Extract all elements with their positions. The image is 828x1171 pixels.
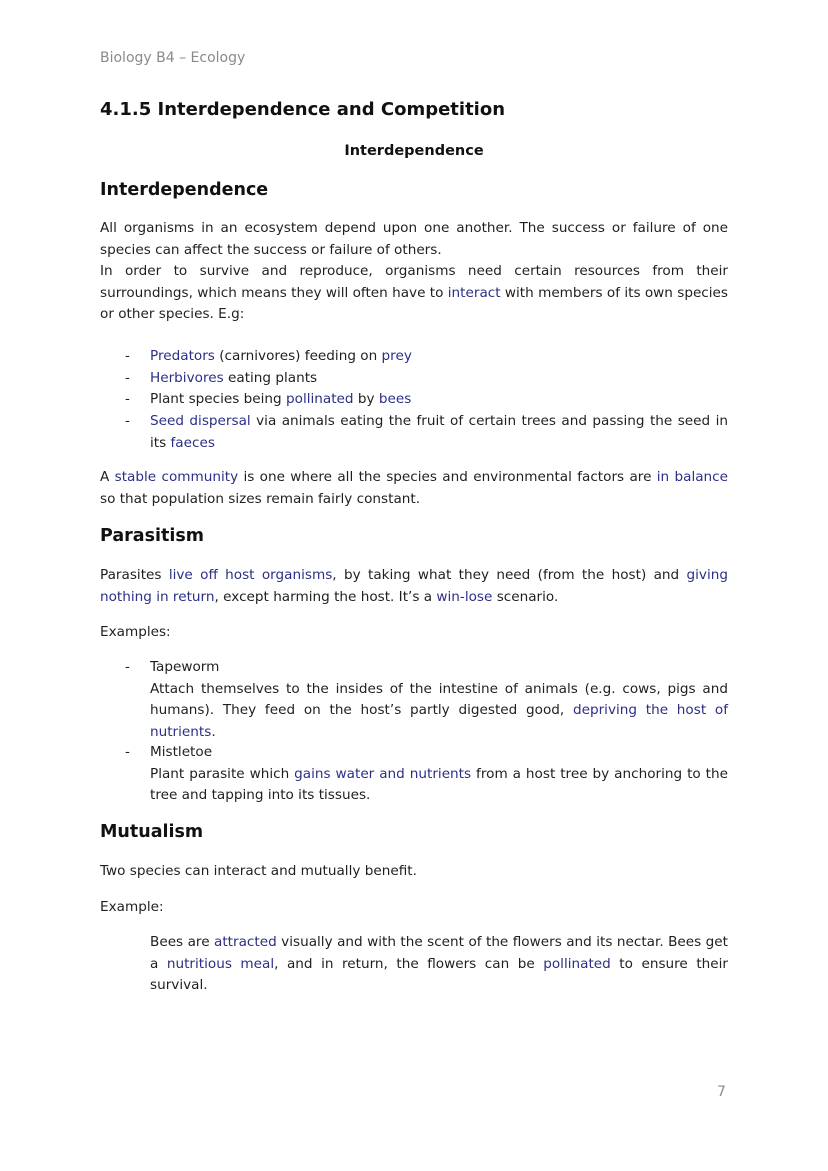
paragraph-bees-example: Bees are attracted visually and with the scent of the flowers and its nectar. Bees get a nutritious meal, and in return, the flowers can be pollinated to ensure their survival. [150,934,728,993]
paragraph-interdependence-1: All organisms in an ecosystem depend upon one another. The success or failure of one species can affect the success or failure of others. In order to survive and reproduce, organisms need certain resources from their surroundings, which means they will often have to interact with members of its own species or other species. E.g: [100,220,729,322]
heading-parasitism: Parasitism [100,526,205,546]
example-label: Example: [100,899,164,915]
examples-label: Examples: [100,624,171,640]
list-item: Plant species being pollinated by bees [150,391,412,407]
list-item-tapeworm: Tapeworm Attach themselves to the insides of the intestine of animals (e.g. cows, pigs and humans). They feed on the host’s partly digested good, depriving the host of nutrients. [150,659,728,740]
page-number: 7 [717,1084,726,1100]
center-title: Interdependence [344,143,484,159]
section-title: 4.1.5 Interdependence and Competition [100,99,506,120]
list-item-mistletoe: Mistletoe Plant parasite which gains water and nutrients from a host tree by anchoring to the tree and tapping into its tissues. [150,744,728,803]
list-item: Herbivores eating plants [150,370,318,386]
heading-interdependence: Interdependence [100,180,269,200]
list-item: Seed dispersal via animals eating the fruit of certain trees and passing the seed in its faeces [150,413,728,451]
paragraph-parasitism: Parasites live off host organisms, by taking what they need (from the host) and giving nothing in return, except harming the host. It’s a win-lose scenario. [100,567,728,605]
heading-mutualism: Mutualism [100,822,204,842]
list-item: Predators (carnivores) feeding on prey [150,348,412,364]
paragraph-stable-community: A stable community is one where all the species and environmental factors are in balance so that population sizes remain fairly constant. [100,469,729,507]
running-header: Biology B4 – Ecology [100,50,246,66]
paragraph-mutualism: Two species can interact and mutually benefit. [100,863,417,879]
